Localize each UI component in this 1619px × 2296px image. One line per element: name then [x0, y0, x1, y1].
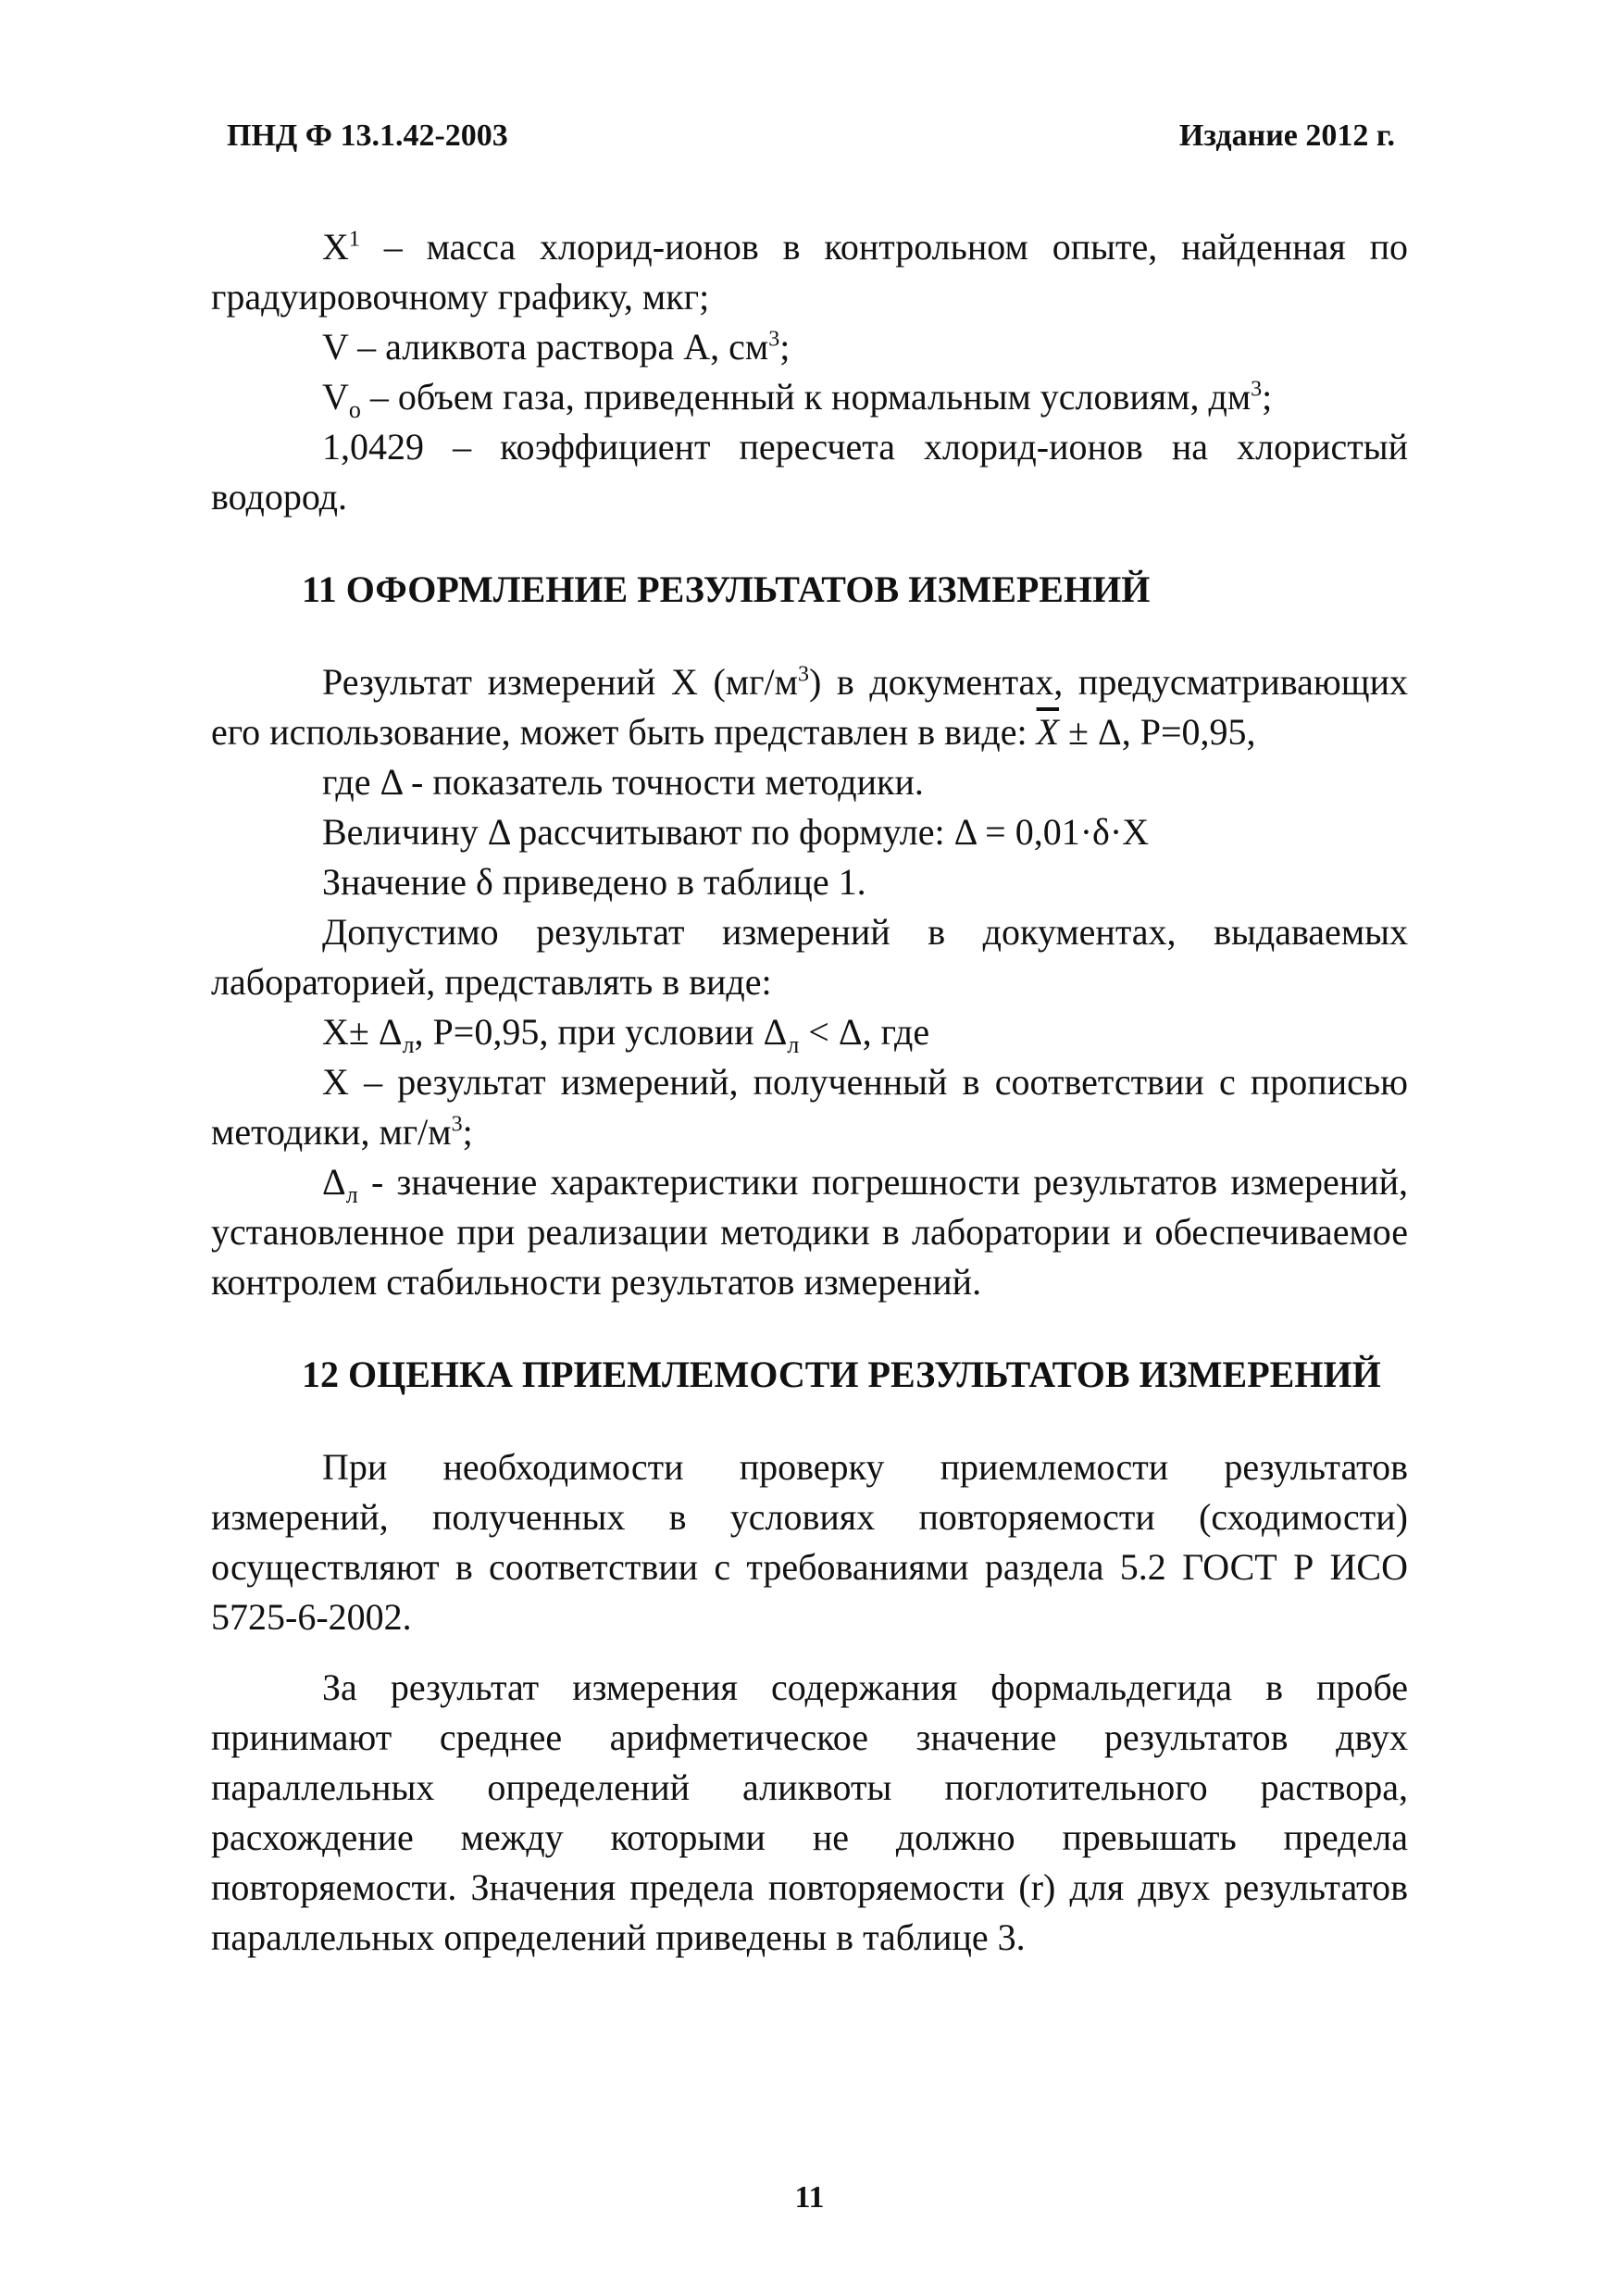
- superscript: 3: [797, 662, 809, 687]
- definition-text: – масса хлорид-ионов в контрольном опыте, найденная по градуировочному графику, мкг;: [211, 226, 1408, 318]
- paragraph-text: X – результат измерений, полученный в соответствии с прописью методики, мг/м: [211, 1061, 1408, 1153]
- edition-label: Издание 2012 г.: [1178, 119, 1395, 153]
- definition-x1: [211, 222, 1408, 322]
- section-11-paragraph-6: [211, 1007, 1408, 1057]
- mean-x-symbol: $\overline{X}$: [1036, 711, 1060, 753]
- paragraph-text: ) в документах, предусматривающих его использование, может быть представлен в виде:: [211, 661, 1408, 753]
- subscript: л: [345, 1181, 358, 1208]
- section-11-title: 11 ОФОРМЛЕНИЕ РЕЗУЛЬТАТОВ ИЗМЕРЕНИЙ: [302, 568, 1151, 610]
- punctuation: ;: [779, 326, 791, 368]
- formula-text: < Δ, где: [799, 1011, 930, 1053]
- section-11-paragraph-2: где Δ - показатель точности методики.: [322, 761, 924, 803]
- paragraph-text: - значение характеристики погрешности результатов измерений, установленное при реализации методики в лаборатории и обеспечиваемое контролем стабильности результатов измерений.: [211, 1161, 1408, 1303]
- symbol-v: V: [322, 376, 349, 418]
- section-11-paragraph-7: [211, 1057, 1408, 1157]
- delta-symbol: Δ: [322, 1161, 346, 1203]
- section-11-paragraph-1: [211, 657, 1408, 757]
- section-11-paragraph-4: Значение δ приведено в таблице 1.: [322, 861, 866, 903]
- page-number: 11: [794, 2180, 825, 2215]
- formula-text: X± Δ: [322, 1011, 403, 1053]
- subscript: л: [402, 1031, 415, 1058]
- subscript: o: [348, 396, 361, 423]
- definition-text: V – аликвота раствора А, см: [322, 326, 769, 368]
- formula-text: , P=0,95, при условии Δ: [414, 1011, 788, 1053]
- page-body: [211, 222, 1408, 1963]
- definition-v: [211, 322, 1408, 372]
- superscript: 1: [348, 227, 360, 252]
- definition-v0: [211, 372, 1408, 422]
- section-11-paragraph-8: [211, 1157, 1408, 1307]
- subscript: л: [787, 1031, 800, 1058]
- paragraph-text: ± Δ, P=0,95,: [1059, 711, 1256, 753]
- section-12-paragraph-1: При необходимости проверку приемлемости результатов измерений, полученных в условиях повторяемости (сходимости) осуществляют в соответствии с требованиями раздела 5.2 ГОСТ Р ИСО 5725-6-2002.: [211, 1446, 1408, 1638]
- section-11-paragraph-5: Допустимо результат измерений в документах, выдаваемых лабораторией, представлять в виде:: [211, 911, 1408, 1003]
- symbol-x: X: [322, 226, 349, 268]
- superscript: 3: [1251, 377, 1263, 402]
- document-code: ПНД Ф 13.1.42-2003: [227, 119, 508, 153]
- section-12-paragraph-2: За результат измерения содержания формальдегида в пробе принимают среднее арифметическое значение результатов двух параллельных определений аликвоты поглотительного раствора, расхождение между которыми не должно превышать предела повторяемости. Значения предела повторяемости (r) для двух результатов параллельных определений приведены в таблице 3.: [211, 1666, 1408, 1958]
- definition-text: – объем газа, приведенный к нормальным условиям, дм: [360, 376, 1252, 418]
- punctuation: ;: [1262, 376, 1273, 418]
- superscript: 3: [451, 1112, 463, 1137]
- superscript: 3: [768, 327, 780, 352]
- definition-coefficient: 1,0429 – коэффициент пересчета хлорид-ионов на хлористый водород.: [211, 426, 1408, 518]
- punctuation: ;: [462, 1111, 473, 1153]
- section-12-title: 12 ОЦЕНКА ПРИЕМЛЕМОСТИ РЕЗУЛЬТАТОВ ИЗМЕРЕНИЙ: [302, 1354, 1381, 1395]
- section-11-paragraph-3: Величину Δ рассчитывают по формуле: Δ = 0,01·δ·X: [322, 811, 1150, 853]
- paragraph-text: Результат измерений X (мг/м: [322, 661, 798, 703]
